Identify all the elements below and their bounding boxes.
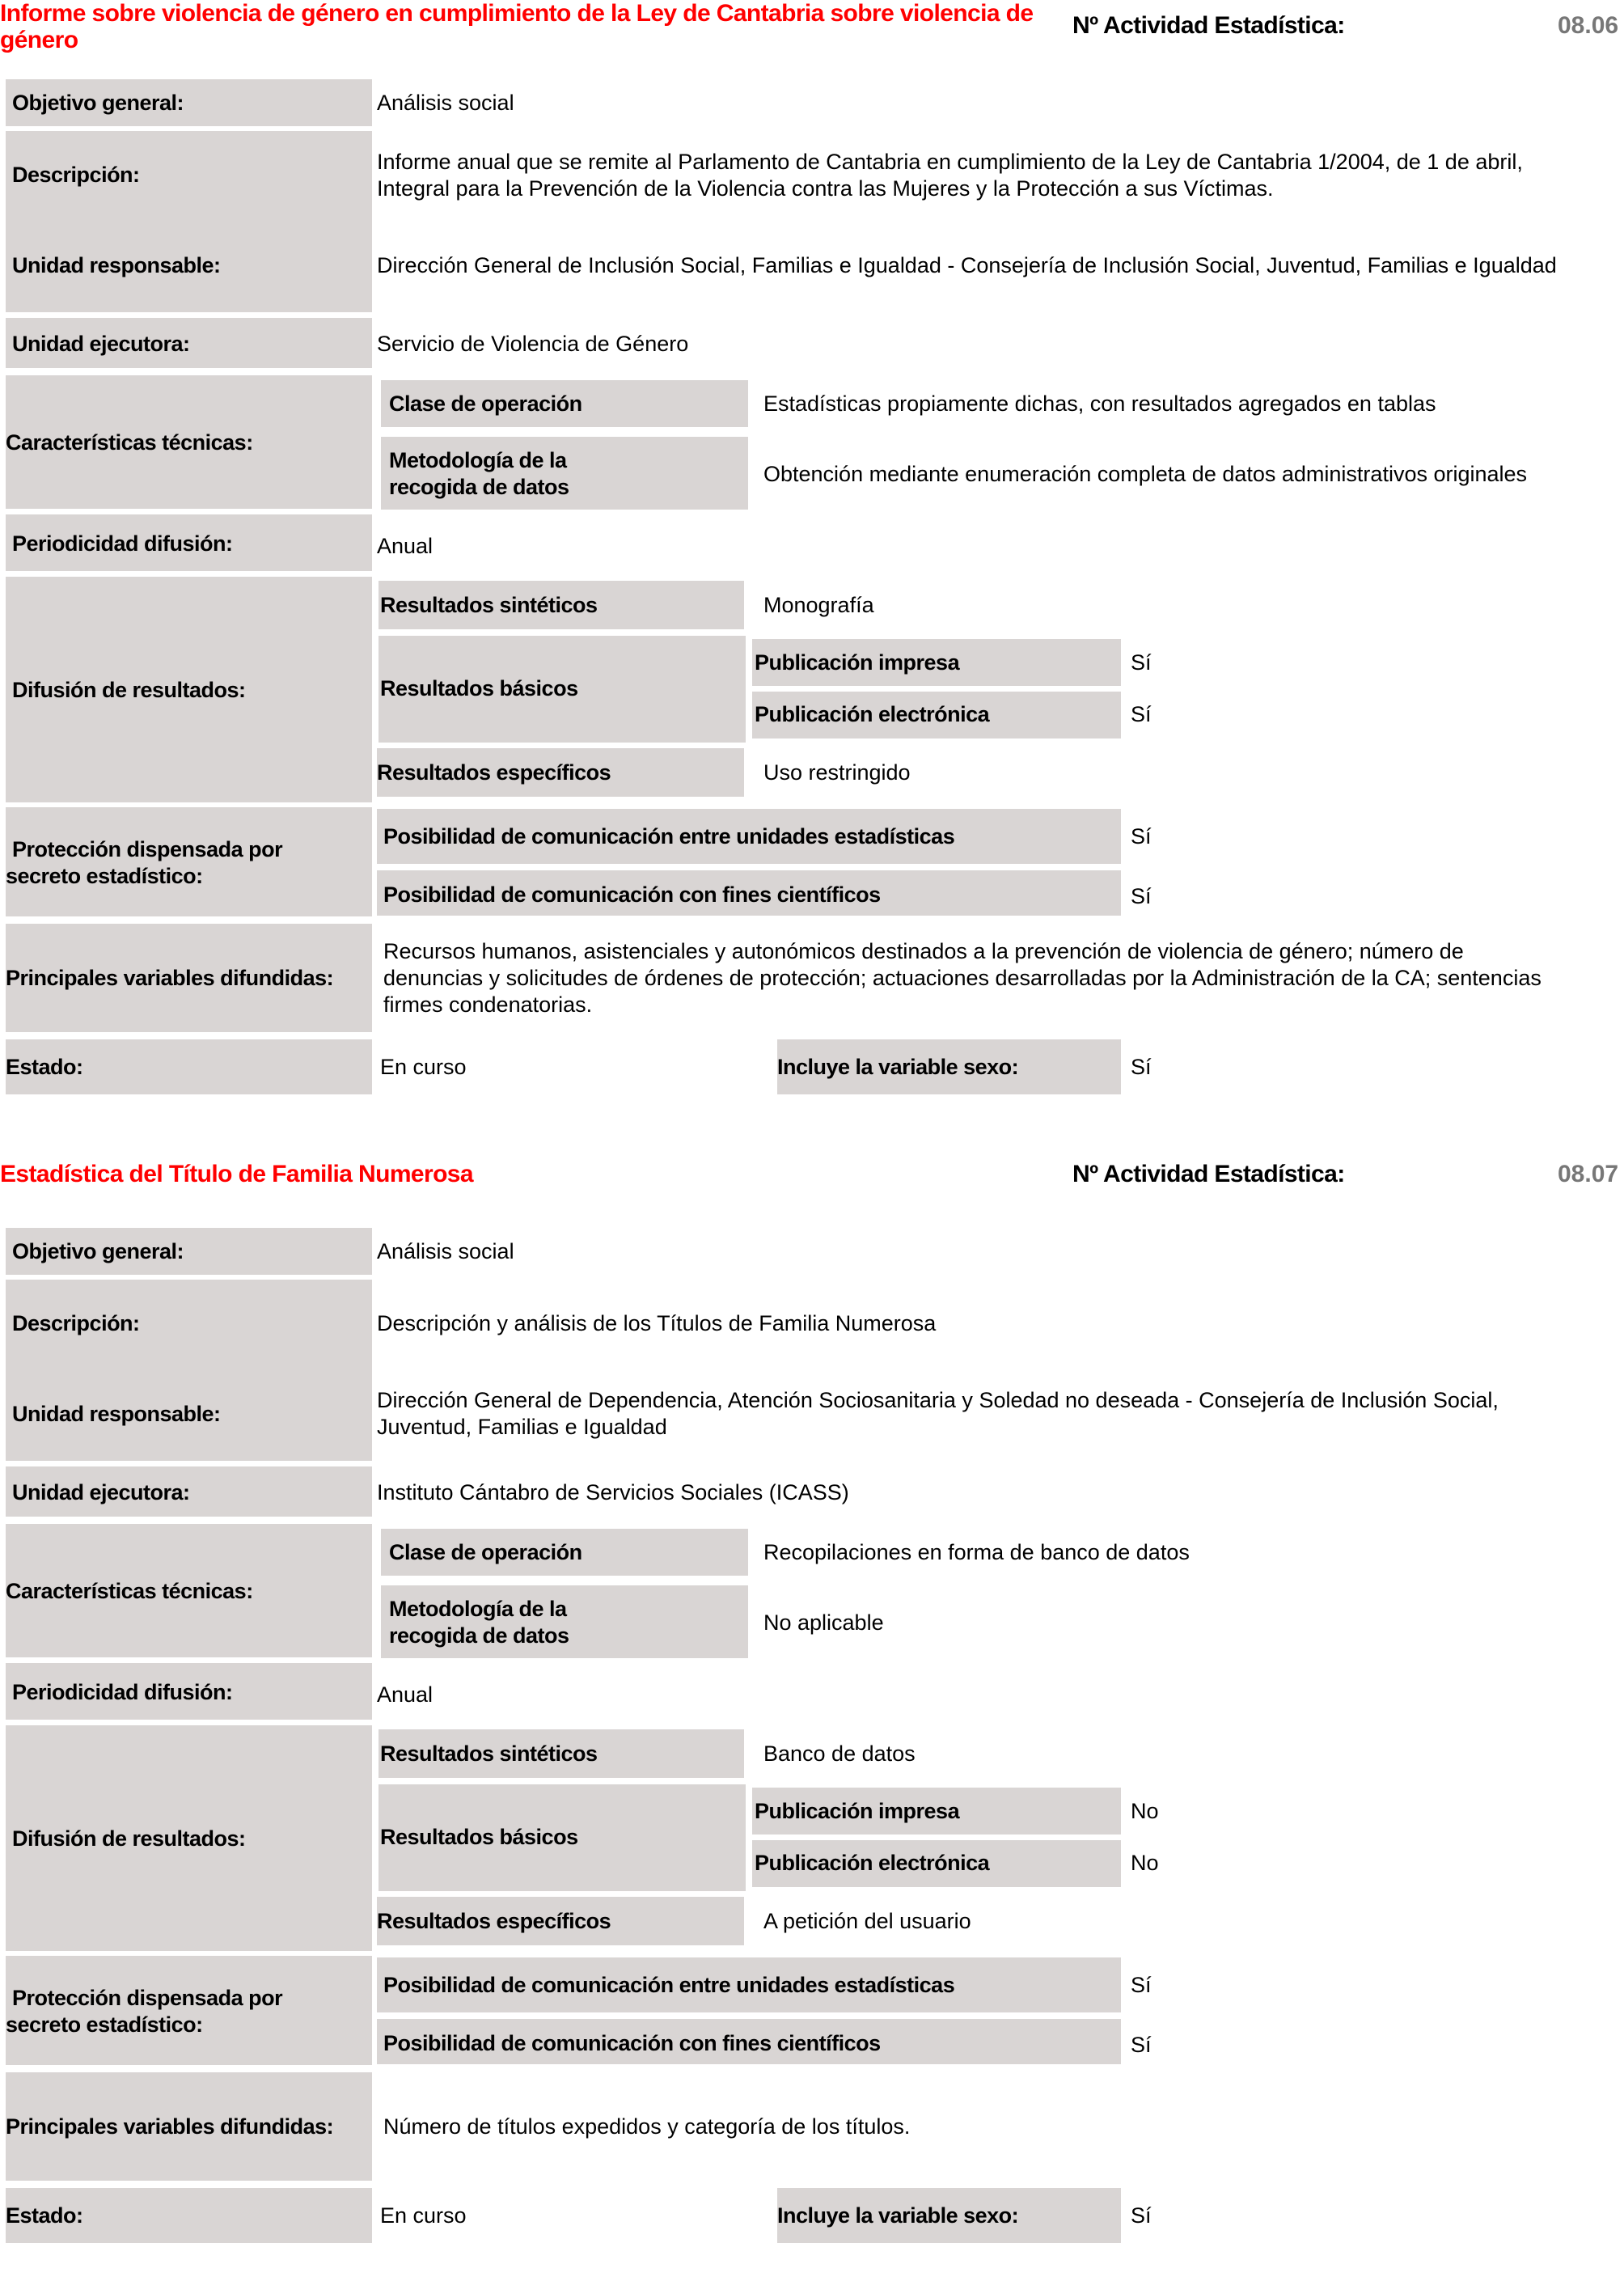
pub-impresa-label: Publicación impresa bbox=[755, 1799, 960, 1823]
estado-label: Estado: bbox=[6, 1055, 83, 1079]
pos-unidades-value: Sí bbox=[1131, 824, 1152, 848]
activity-code: 08.07 bbox=[1558, 1161, 1619, 1187]
pub-electronica-label: Publicación electrónica bbox=[755, 1851, 990, 1875]
pos-unidades-value: Sí bbox=[1131, 1973, 1152, 1997]
res-especificos-label: Resultados específicos bbox=[377, 1909, 611, 1933]
pos-cientificos-value: Sí bbox=[1131, 884, 1152, 908]
pub-electronica-label: Publicación electrónica bbox=[755, 702, 990, 726]
pos-cientificos-label: Posibilidad de comunicación con fines científicos bbox=[383, 882, 881, 907]
res-especificos-value: A petición del usuario bbox=[763, 1909, 971, 1933]
objetivo-value: Análisis social bbox=[377, 1239, 514, 1263]
res-basicos-label: Resultados básicos bbox=[380, 676, 578, 700]
unidad-responsable-value bbox=[377, 1387, 1499, 1441]
proteccion-label-line: Protección dispensada por bbox=[12, 837, 283, 861]
objetivo-value: Análisis social bbox=[377, 91, 514, 115]
activity-number-label: Nº Actividad Estadística: bbox=[1072, 12, 1345, 39]
proteccion-label-line: Protección dispensada por bbox=[12, 1986, 283, 2010]
descripcion-value bbox=[377, 1310, 936, 1337]
variables-value bbox=[383, 2087, 910, 2140]
section-title bbox=[0, 1161, 473, 1187]
pos-unidades-label: Posibilidad de comunicación entre unidades estadísticas bbox=[383, 824, 955, 848]
metodologia-label-line: Metodología de la bbox=[389, 1597, 567, 1621]
pos-cientificos-label: Posibilidad de comunicación con fines científicos bbox=[383, 2031, 881, 2055]
metodologia-label-line: recogida de datos bbox=[389, 475, 569, 499]
clase-operacion-label: Clase de operación bbox=[389, 391, 582, 416]
variables-line: firmes condenatorias. bbox=[383, 992, 593, 1017]
descripcion-line: Informe anual que se remite al Parlamento de Cantabria en cumplimiento de la Ley de Cantabria 1/2004, de 1 de abril, bbox=[377, 150, 1523, 174]
unidad-responsable-label: Unidad responsable: bbox=[12, 253, 221, 277]
metodologia-label-line: Metodología de la bbox=[389, 448, 567, 472]
objetivo-label: Objetivo general: bbox=[12, 1239, 184, 1263]
statistic-section bbox=[0, 0, 1624, 1132]
variables-label: Principales variables difundidas: bbox=[6, 966, 334, 990]
descripcion-label: Descripción: bbox=[12, 1311, 140, 1335]
res-basicos-label: Resultados básicos bbox=[380, 1825, 578, 1849]
variables-line: denuncias y solicitudes de órdenes de protección; actuaciones desarrolladas por la Administración de la CA; sentencias bbox=[383, 966, 1542, 990]
periodicidad-value: Anual bbox=[377, 1682, 433, 1707]
unidad-ejecutora-label: Unidad ejecutora: bbox=[12, 1480, 190, 1504]
section-title-line: Informe sobre violencia de género en cumplimiento de la Ley de Cantabria sobre violencia de bbox=[0, 0, 1034, 27]
pub-impresa-label: Publicación impresa bbox=[755, 650, 960, 675]
statistic-section bbox=[0, 1149, 1624, 2281]
pub-electronica-value: Sí bbox=[1131, 702, 1152, 726]
proteccion-label bbox=[6, 1985, 282, 2038]
res-sinteticos-label: Resultados sintéticos bbox=[380, 593, 598, 617]
periodicidad-label: Periodicidad difusión: bbox=[12, 1680, 233, 1704]
estado-label: Estado: bbox=[6, 2203, 83, 2228]
caracteristicas-label: Características técnicas: bbox=[6, 1579, 253, 1603]
pos-unidades-label: Posibilidad de comunicación entre unidades estadísticas bbox=[383, 1973, 955, 1997]
clase-operacion-label: Clase de operación bbox=[389, 1540, 582, 1564]
pub-impresa-value: Sí bbox=[1131, 650, 1152, 675]
clase-operacion-value: Estadísticas propiamente dichas, con resultados agregados en tablas bbox=[763, 391, 1436, 416]
metodologia-value: No aplicable bbox=[763, 1610, 884, 1635]
section-title bbox=[0, 0, 1033, 53]
incluye-sexo-value: Sí bbox=[1131, 2203, 1152, 2228]
clase-operacion-value: Recopilaciones en forma de banco de datos bbox=[763, 1540, 1190, 1564]
objetivo-label: Objetivo general: bbox=[12, 91, 184, 115]
metodologia-label-line: recogida de datos bbox=[389, 1623, 569, 1648]
descripcion-line: Integral para la Prevención de la Violencia contra las Mujeres y la Protección a sus Víctimas. bbox=[377, 176, 1274, 201]
descripcion-value bbox=[377, 149, 1523, 202]
difusion-label: Difusión de resultados: bbox=[12, 1826, 246, 1851]
difusion-label: Difusión de resultados: bbox=[12, 678, 246, 702]
estado-value: En curso bbox=[380, 1055, 467, 1079]
descripcion-label: Descripción: bbox=[12, 163, 140, 187]
activity-number-label: Nº Actividad Estadística: bbox=[1072, 1161, 1345, 1187]
metodologia-value: Obtención mediante enumeración completa de datos administrativos originales bbox=[763, 462, 1528, 486]
periodicidad-label: Periodicidad difusión: bbox=[12, 531, 233, 556]
incluye-sexo-value: Sí bbox=[1131, 1055, 1152, 1079]
variables-label: Principales variables difundidas: bbox=[6, 2114, 334, 2139]
unidad-ejecutora-value: Servicio de Violencia de Género bbox=[377, 332, 689, 356]
incluye-sexo-label: Incluye la variable sexo: bbox=[777, 1055, 1019, 1079]
res-sinteticos-label: Resultados sintéticos bbox=[380, 1741, 598, 1766]
periodicidad-value: Anual bbox=[377, 534, 433, 558]
unidad-responsable-line: Dirección General de Dependencia, Atención Sociosanitaria y Soledad no deseada - Consejería de Inclusión Social, bbox=[377, 1388, 1499, 1412]
descripcion-line: Descripción y análisis de los Títulos de Familia Numerosa bbox=[377, 1311, 937, 1335]
variables-line: Recursos humanos, asistenciales y autonómicos destinados a la prevención de violencia de género; número de bbox=[383, 939, 1464, 963]
unidad-responsable-line: Dirección General de Inclusión Social, Familias e Igualdad - Consejería de Inclusión Social, Juventud, Familias e Igualdad bbox=[377, 253, 1557, 277]
unidad-ejecutora-value: Instituto Cántabro de Servicios Sociales (ICASS) bbox=[377, 1480, 849, 1504]
proteccion-label bbox=[6, 836, 282, 890]
pub-electronica-value: No bbox=[1131, 1851, 1159, 1875]
unidad-responsable-line: Juventud, Familias e Igualdad bbox=[377, 1415, 667, 1439]
metodologia-label bbox=[389, 447, 569, 501]
proteccion-label-line: secreto estadístico: bbox=[6, 864, 203, 888]
res-especificos-label: Resultados específicos bbox=[377, 760, 611, 785]
section-title-line: género bbox=[0, 27, 78, 53]
estado-value: En curso bbox=[380, 2203, 467, 2228]
metodologia-label bbox=[389, 1596, 569, 1649]
variables-value bbox=[383, 938, 1542, 1018]
caracteristicas-label: Características técnicas: bbox=[6, 430, 253, 455]
pos-cientificos-value: Sí bbox=[1131, 2033, 1152, 2057]
res-especificos-value: Uso restringido bbox=[763, 760, 911, 785]
res-sinteticos-value: Monografía bbox=[763, 593, 874, 617]
section-title-line: Estadística del Título de Familia Numerosa bbox=[0, 1161, 473, 1187]
proteccion-label-line: secreto estadístico: bbox=[6, 2012, 203, 2037]
unidad-responsable-value bbox=[377, 252, 1557, 279]
unidad-responsable-label: Unidad responsable: bbox=[12, 1402, 221, 1426]
incluye-sexo-label: Incluye la variable sexo: bbox=[777, 2203, 1019, 2228]
variables-line: Número de títulos expedidos y categoría de los títulos. bbox=[383, 2114, 911, 2139]
pub-impresa-value: No bbox=[1131, 1799, 1159, 1823]
activity-code: 08.06 bbox=[1558, 12, 1619, 39]
res-sinteticos-value: Banco de datos bbox=[763, 1741, 916, 1766]
unidad-ejecutora-label: Unidad ejecutora: bbox=[12, 332, 190, 356]
variables-line bbox=[383, 2087, 910, 2114]
